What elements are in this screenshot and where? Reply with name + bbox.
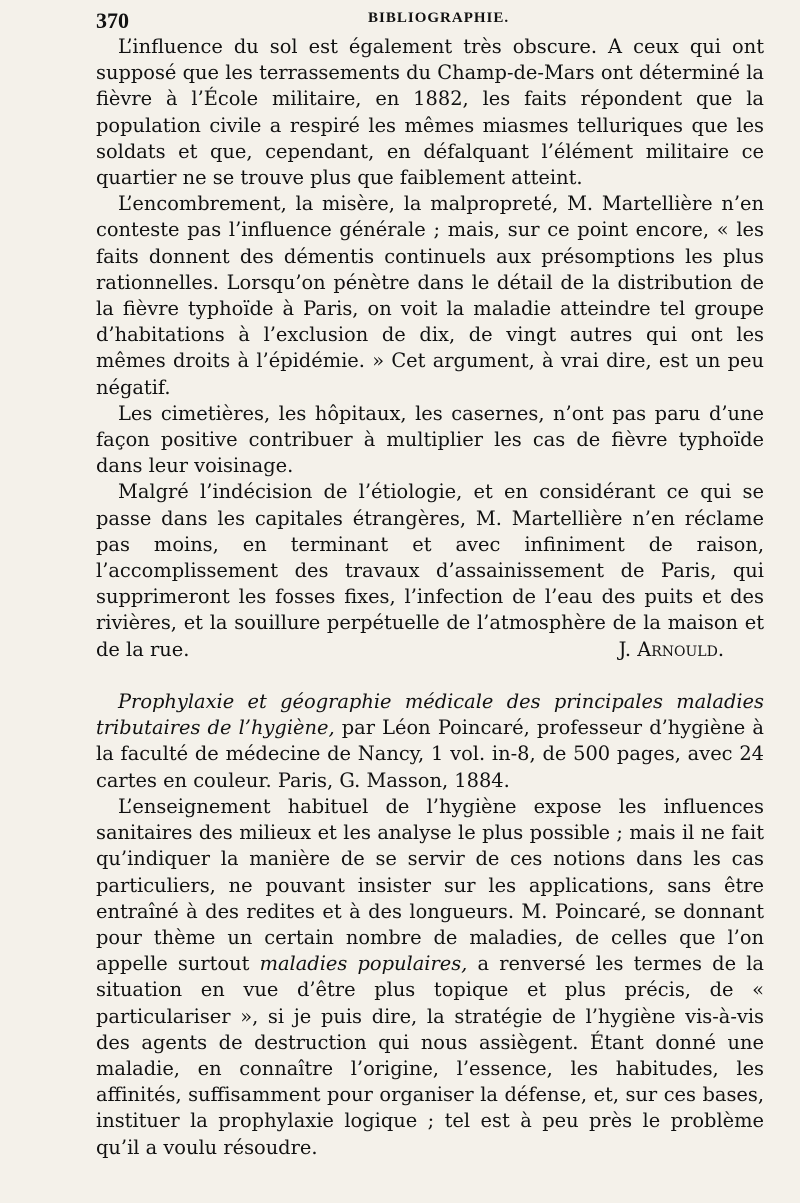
review-text-emphasis: maladies populaires, bbox=[259, 952, 468, 976]
section-gap bbox=[96, 663, 764, 689]
review-text-part1: L’enseignement habituel de l’hygiène expose les influences sanitaires des milieux et les analyse le plus possible ; mais il ne fait qu’indiquer la manière de se servir de ces notions dans les cas particuliers, ne pouvant insister sur les applications, sans être entraîné à des redites et à des longueurs. M. Poincaré, se donnant pour thème un certain nombre de maladies, de celles que l’on appelle surtout bbox=[96, 794, 764, 976]
paragraph-cemeteries: Les cimetières, les hôpitaux, les casernes, n’ont pas paru d’une façon positive contribuer à multiplier les cas de fièvre typhoïde dans leur voisinage. bbox=[96, 401, 764, 478]
review-heading bbox=[96, 689, 764, 794]
page-header bbox=[96, 4, 764, 34]
signature-text: J. Arnould. bbox=[618, 637, 724, 661]
review-citation: par Léon Poincaré, professeur d’hygiène à la faculté de médecine de Nancy, 1 vol. in-8, de 500 pages, avec 24 cartes en couleur. Paris, G. Masson, 1884. bbox=[96, 716, 764, 792]
review-book-title: Prophylaxie et géographie médicale des principales maladies tributaires de l’hygiène, bbox=[96, 690, 764, 740]
body-text bbox=[96, 34, 764, 1161]
paragraph-soil-influence: L’influence du sol est également très obscure. A ceux qui ont supposé que les terrassements du Champ-de-Mars ont déterminé la fièvre à l’École militaire, en 1882, les faits répondent que la population civile a respiré les mêmes miasmes telluriques que les soldats et que, cependant, en défalquant l’élément militaire ce quartier ne se trouve plus que faiblement atteint. bbox=[96, 35, 764, 190]
paragraph-review-body bbox=[96, 794, 764, 1161]
running-head: BIBLIOGRAPHIE. bbox=[368, 10, 510, 26]
author-signature bbox=[96, 637, 764, 663]
paragraph-sanitation: Malgré l’indécision de l’étiologie, et en considérant ce qui se passe dans les capitales étrangères, M. Martellière n’en réclame pas moins, en terminant et avec infiniment de raison, l’accomplissement des travaux d’assainissement de Paris, qui supprimeront les fosses fixes, l’infection de l’eau des puits et des rivières, et la souillure perpétuelle de l’atmosphère de la maison et de la rue. bbox=[96, 480, 764, 661]
page-number: 370 bbox=[96, 8, 129, 33]
paragraph-overcrowding: L’encombrement, la misère, la malpropreté, M. Martellière n’en conteste pas l’influence générale ; mais, sur ce point encore, « les faits donnent des démentis continuels aux présomptions les plus rationnelles. Lorsqu’on pénètre dans le détail de la distribution de la fièvre typhoïde à Paris, on voit la maladie atteindre tel groupe d’habitations à l’exclusion de dix, de vingt autres qui ont les mêmes droits à l’épidémie. » Cet argument, à vrai dire, est un peu négatif. bbox=[96, 192, 764, 399]
review-text-part2: a renversé les termes de la situation en vue d’être plus topique et plus précis, de « particulariser », si je puis dire, la stratégie de l’hygiène vis-à-vis des agents de destruction qui nous assiègent. Étant donné une maladie, en connaître l’origine, l’essence, les habitudes, les affinités, suffisamment pour organiser la défense, et, sur ces bases, instituer la prophylaxie logique ; tel est à peu près le problème qu’il a voulu résoudre. bbox=[96, 952, 764, 1159]
